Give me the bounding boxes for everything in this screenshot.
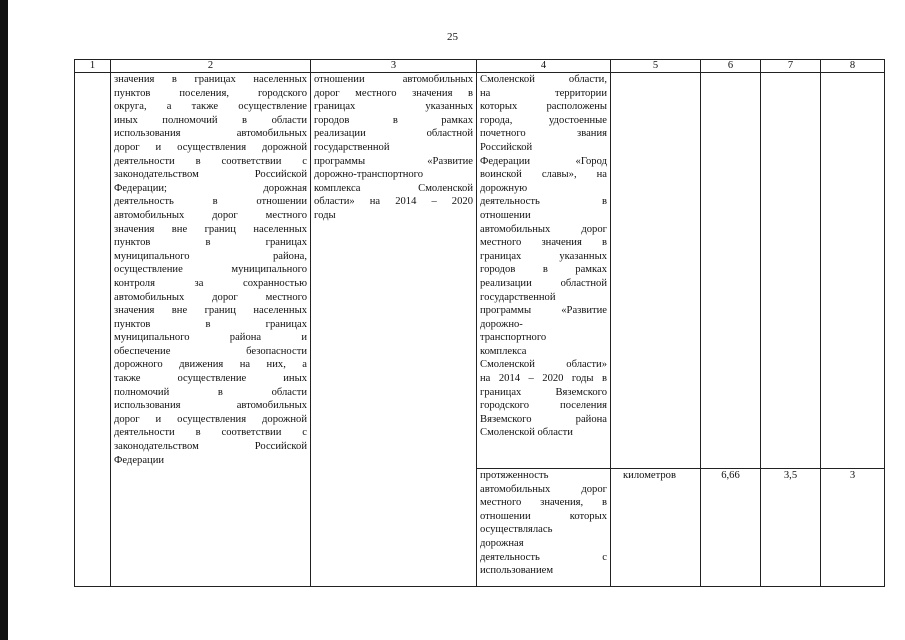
col4-top-lines-line: государственной: [480, 291, 556, 303]
col4-top-lines-line: дорожную: [480, 182, 528, 194]
col4-top-lines-line: комплекса: [480, 345, 527, 357]
col2-lines-line: автомобильных дорог местного: [114, 291, 307, 303]
value-col6: 6,66: [701, 469, 761, 587]
col2-lines-line: законодательством Российской: [114, 169, 307, 181]
col3-lines-line: границах указанных: [314, 101, 473, 113]
col2-lines-line: значения вне границ населенных: [114, 223, 307, 235]
col2-lines-line: пунктов поселения, городского: [114, 87, 307, 99]
col3-lines-line: области» на 2014 – 2020: [314, 196, 473, 208]
col3-lines-line: годы: [314, 209, 336, 221]
col2-lines-line: пунктов в границах: [114, 237, 307, 249]
col4-bottom-lines-line: протяженность: [480, 470, 549, 481]
col3-lines-line: дорог местного значения в: [314, 87, 473, 99]
col4-bottom-lines-line: местного значения, в: [480, 497, 607, 509]
col4-top-lines-line: Смоленской области»: [480, 359, 607, 371]
col4-bottom-lines-line: осуществлялась: [480, 524, 553, 536]
col2-lines-line: использования автомобильных: [114, 400, 307, 412]
header-col-2: 2: [111, 60, 311, 73]
col2-lines-line: также осуществление иных: [114, 373, 307, 385]
col3-cell: [311, 73, 477, 587]
col2-lines-line: Федерации: [114, 454, 165, 466]
col2-cell: [111, 73, 311, 587]
col4-bottom-lines-line: использованием: [480, 565, 554, 577]
header-row: [75, 60, 885, 73]
col4-top-lines-line: Федерации «Город: [480, 155, 607, 167]
header-col-1: 1: [75, 60, 111, 73]
col3-lines-line: государственной: [314, 141, 390, 153]
col4-top-lines-line: дорожно-: [480, 318, 523, 330]
col2-lines-line: значения вне границ населенных: [114, 305, 307, 317]
col4-top-lines-line: Вяземского района: [480, 413, 607, 425]
col5-top-cell: [611, 73, 701, 469]
col2-lines-line: значения в границах населенных: [114, 74, 307, 85]
col4-top-lines-line: программы «Развитие: [480, 305, 607, 317]
body-row-top: [75, 73, 885, 469]
header-col-7: 7: [761, 60, 821, 73]
col4-top-lines-line: почетного звания: [480, 128, 607, 140]
col4-top-lines-line: города, удостоенные: [480, 114, 607, 126]
col2-lines-line: пунктов в границах: [114, 318, 307, 330]
col2-lines-line: автомобильных дорог местного: [114, 209, 307, 221]
col4-top-lines-line: Российской: [480, 141, 533, 153]
col2-lines-line: Федерации; дорожная: [114, 182, 307, 194]
col1-cell: [75, 73, 111, 587]
page-number: 25: [447, 31, 458, 43]
col4-top-lines-line: границах Вяземского: [480, 386, 607, 398]
header-col-6: 6: [701, 60, 761, 73]
col7-top-cell: [761, 73, 821, 469]
col2-lines-line: муниципального района,: [114, 250, 307, 262]
col6-top-cell: [701, 73, 761, 469]
col4-top-lines-line: местного значения в: [480, 237, 607, 249]
col2-lines-line: муниципального района и: [114, 332, 307, 344]
col2-lines-line: осуществление муниципального: [114, 264, 307, 276]
col4-top-lines-line: деятельность в: [480, 196, 607, 208]
col4-top-lines-line: на 2014 – 2020 годы в: [480, 373, 607, 385]
col4-top-lines-line: городского поселения: [480, 400, 607, 412]
col4-top-lines-line: городов в рамках: [480, 264, 607, 276]
col3-lines-line: дорожно-транспортного: [314, 169, 424, 181]
col3-lines-line: городов в рамках: [314, 114, 473, 126]
col4-top-lines-line: Смоленской области,: [480, 74, 607, 85]
col8-top-cell: [821, 73, 885, 469]
value-col8: 3: [821, 469, 885, 587]
col4-bottom-lines-line: отношении которых: [480, 510, 607, 522]
col4-top-cell: [477, 73, 611, 469]
col2-lines-line: иных полномочий в области: [114, 114, 307, 126]
col2-lines-line: дорожного движения на них, а: [114, 359, 307, 371]
col4-bottom-lines-line: дорожная: [480, 537, 524, 549]
value-col7: 3,5: [761, 469, 821, 587]
col4-top-lines-line: реализации областной: [480, 277, 607, 289]
col4-bottom-lines-line: деятельность с: [480, 551, 607, 563]
col2-lines-line: контроля за сохранностью: [114, 277, 307, 289]
col2-lines-line: округа, а также осуществление: [114, 101, 307, 113]
col3-lines-line: отношении автомобильных: [314, 74, 473, 85]
unit-cell: километров: [611, 469, 701, 587]
col2-lines-line: деятельности в соответствии с: [114, 427, 307, 439]
col2-lines-line: обеспечение безопасности: [114, 345, 307, 357]
col3-lines-line: комплекса Смоленской: [314, 182, 473, 194]
col4-top-lines-line: автомобильных дорог: [480, 223, 607, 235]
col3-lines-line: программы «Развитие: [314, 155, 473, 167]
col2-lines-line: полномочий в области: [114, 386, 307, 398]
col2-lines-line: деятельности в соответствии с: [114, 155, 307, 167]
col4-bottom-cell: [477, 469, 611, 587]
col2-lines-line: использования автомобильных: [114, 128, 307, 140]
col4-top-lines-line: границах указанных: [480, 250, 607, 262]
col2-lines-line: дорог и осуществления дорожной: [114, 413, 307, 425]
header-col-8: 8: [821, 60, 885, 73]
col4-top-lines-line: Смоленской области: [480, 427, 573, 439]
col4-bottom-lines-line: автомобильных дорог: [480, 483, 607, 495]
program-table: [74, 59, 885, 587]
col4-top-lines-line: воинской славы», на: [480, 169, 607, 181]
left-margin-bar: [0, 0, 8, 640]
col4-top-lines-line: на территории: [480, 87, 607, 99]
col4-top-lines-line: отношении: [480, 209, 531, 221]
header-col-3: 3: [311, 60, 477, 73]
col2-lines-line: дорог и осуществления дорожной: [114, 141, 307, 153]
col4-top-lines-line: транспортного: [480, 332, 547, 344]
col2-lines-line: деятельность в отношении: [114, 196, 307, 208]
col4-top-lines-line: которых расположены: [480, 101, 607, 113]
col2-lines-line: законодательством Российской: [114, 441, 307, 453]
col3-lines-line: реализации областной: [314, 128, 473, 140]
header-col-4: 4: [477, 60, 611, 73]
header-col-5: 5: [611, 60, 701, 73]
